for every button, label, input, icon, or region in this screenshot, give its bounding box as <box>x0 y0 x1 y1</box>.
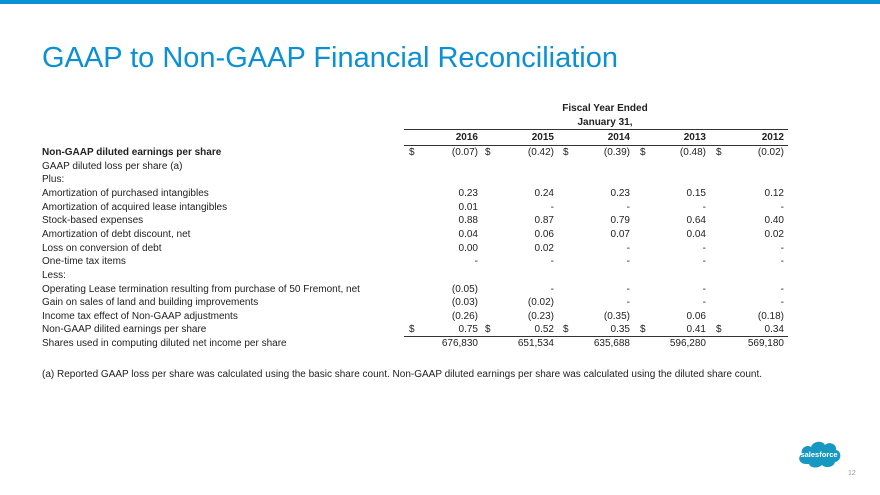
logo-text: salesforce <box>800 450 838 459</box>
table-row <box>0 337 880 351</box>
value-cell: - <box>702 256 706 268</box>
value-cell: - <box>550 256 554 268</box>
value-cell: - <box>780 256 784 268</box>
value-cell: 0.40 <box>764 215 784 227</box>
value-cell: 651,534 <box>517 338 554 350</box>
value-cell: (0.42) <box>527 147 554 158</box>
table-row <box>0 283 880 297</box>
value-cell: 0.64 <box>686 215 706 227</box>
value-cell: - <box>702 242 706 254</box>
row-label: Stock-based expenses <box>42 215 144 227</box>
dollar-sign: $ <box>640 324 646 336</box>
year-header-row <box>0 131 880 145</box>
row-label: One-time tax items <box>42 256 126 268</box>
row-label: Shares used in computing diluted net income per share <box>42 338 287 350</box>
dollar-sign: $ <box>409 147 415 158</box>
table-row <box>0 228 880 242</box>
value-cell: 0.01 <box>458 201 478 213</box>
value-cell: 569,180 <box>747 338 784 350</box>
value-cell: (0.35) <box>603 310 630 322</box>
value-cell: - <box>702 297 706 309</box>
value-cell: 0.12 <box>764 187 784 199</box>
value-cell: - <box>780 242 784 254</box>
value-cell: 0.75 <box>458 324 478 336</box>
table-row <box>0 187 880 201</box>
value-cell: - <box>626 242 630 254</box>
value-cell: (0.23) <box>527 310 554 322</box>
dollar-sign: $ <box>563 324 569 336</box>
value-cell: (0.26) <box>451 310 478 322</box>
row-label: Amortization of debt discount, net <box>42 228 191 240</box>
value-cell: - <box>474 256 478 268</box>
year-header: 2014 <box>607 132 630 143</box>
top-accent-bar <box>0 0 880 4</box>
table-row <box>0 160 880 174</box>
value-cell: 0.23 <box>458 187 478 199</box>
value-cell: - <box>626 297 630 309</box>
value-cell: 635,688 <box>593 338 630 350</box>
value-cell: - <box>780 201 784 213</box>
value-cell: 596,280 <box>669 338 706 350</box>
year-header: 2015 <box>531 132 554 143</box>
value-cell: (0.05) <box>451 283 478 295</box>
value-cell: (0.39) <box>603 147 630 158</box>
table-row <box>0 255 880 269</box>
value-cell: - <box>702 283 706 295</box>
page-title: GAAP to Non-GAAP Financial Reconciliation <box>42 42 618 74</box>
value-cell: 676,830 <box>441 338 478 350</box>
year-header: 2016 <box>455 132 478 143</box>
value-cell: - <box>626 201 630 213</box>
table-row <box>0 201 880 215</box>
value-cell: (0.48) <box>679 147 706 158</box>
dollar-sign: $ <box>563 147 569 158</box>
value-cell: 0.07 <box>610 228 630 240</box>
value-cell: 0.04 <box>458 228 478 240</box>
value-cell: - <box>780 297 784 309</box>
table-row <box>0 173 880 187</box>
value-cell: 0.24 <box>534 187 554 199</box>
value-cell: - <box>626 283 630 295</box>
value-cell: (0.07) <box>451 147 478 158</box>
footnote: (a) Reported GAAP loss per share was calculated using the basic share count. Non-GAAP diluted earnings per share was calculated using the diluted share count. <box>42 369 763 380</box>
row-label: Income tax effect of Non-GAAP adjustments <box>42 310 238 322</box>
value-cell: 0.06 <box>534 228 554 240</box>
value-cell: 0.52 <box>534 324 554 336</box>
value-cell: - <box>780 283 784 295</box>
row-label: Operating Lease termination resulting from purchase of 50 Fremont, net <box>42 283 360 295</box>
value-cell: 0.00 <box>458 242 478 254</box>
row-label: Less: <box>42 269 66 281</box>
value-cell: (0.02) <box>757 147 784 158</box>
dollar-sign: $ <box>716 324 722 336</box>
value-cell: 0.02 <box>764 228 784 240</box>
value-cell: - <box>550 201 554 213</box>
value-cell: 0.06 <box>686 310 706 322</box>
row-label: Non-GAAP diluted earnings per share <box>42 147 222 158</box>
fiscal-year-header: Fiscal Year Ended <box>562 103 648 114</box>
value-cell: 0.35 <box>610 324 630 336</box>
dollar-sign: $ <box>409 324 415 336</box>
fiscal-year-subheader: January 31, <box>577 117 633 128</box>
value-cell: 0.88 <box>458 215 478 227</box>
value-cell: (0.02) <box>527 297 554 309</box>
value-cell: 0.15 <box>686 187 706 199</box>
year-header: 2013 <box>683 132 706 143</box>
year-header: 2012 <box>761 132 784 143</box>
value-cell: 0.41 <box>686 324 706 336</box>
value-cell: - <box>550 283 554 295</box>
dollar-sign: $ <box>716 147 722 158</box>
value-cell: 0.79 <box>610 215 630 227</box>
dollar-sign: $ <box>640 147 646 158</box>
table-row <box>0 146 880 160</box>
row-label: Plus: <box>42 174 65 186</box>
value-cell: 0.87 <box>534 215 554 227</box>
value-cell: 0.34 <box>764 324 784 336</box>
value-cell: - <box>626 256 630 268</box>
row-label: Amortization of purchased intangibles <box>42 187 209 199</box>
value-cell: 0.02 <box>534 242 554 254</box>
table-row <box>0 242 880 256</box>
header-rule-top <box>404 129 788 130</box>
dollar-sign: $ <box>485 324 491 336</box>
value-cell: 0.04 <box>686 228 706 240</box>
table-row <box>0 310 880 324</box>
row-label: Loss on conversion of debt <box>42 242 162 254</box>
row-label: GAAP diluted loss per share (a) <box>42 160 183 172</box>
value-cell: - <box>702 201 706 213</box>
row-label: Amortization of acquired lease intangibles <box>42 201 228 213</box>
page-number: 12 <box>848 470 856 477</box>
value-cell: (0.03) <box>451 297 478 309</box>
salesforce-logo <box>796 438 842 470</box>
row-label: Non-GAAP dilited earnings per share <box>42 324 207 336</box>
table-row <box>0 296 880 310</box>
value-cell: (0.18) <box>757 310 784 322</box>
table-row <box>0 269 880 283</box>
row-label: Gain on sales of land and building improvements <box>42 297 259 309</box>
table-row <box>0 214 880 228</box>
dollar-sign: $ <box>485 147 491 158</box>
value-cell: 0.23 <box>610 187 630 199</box>
